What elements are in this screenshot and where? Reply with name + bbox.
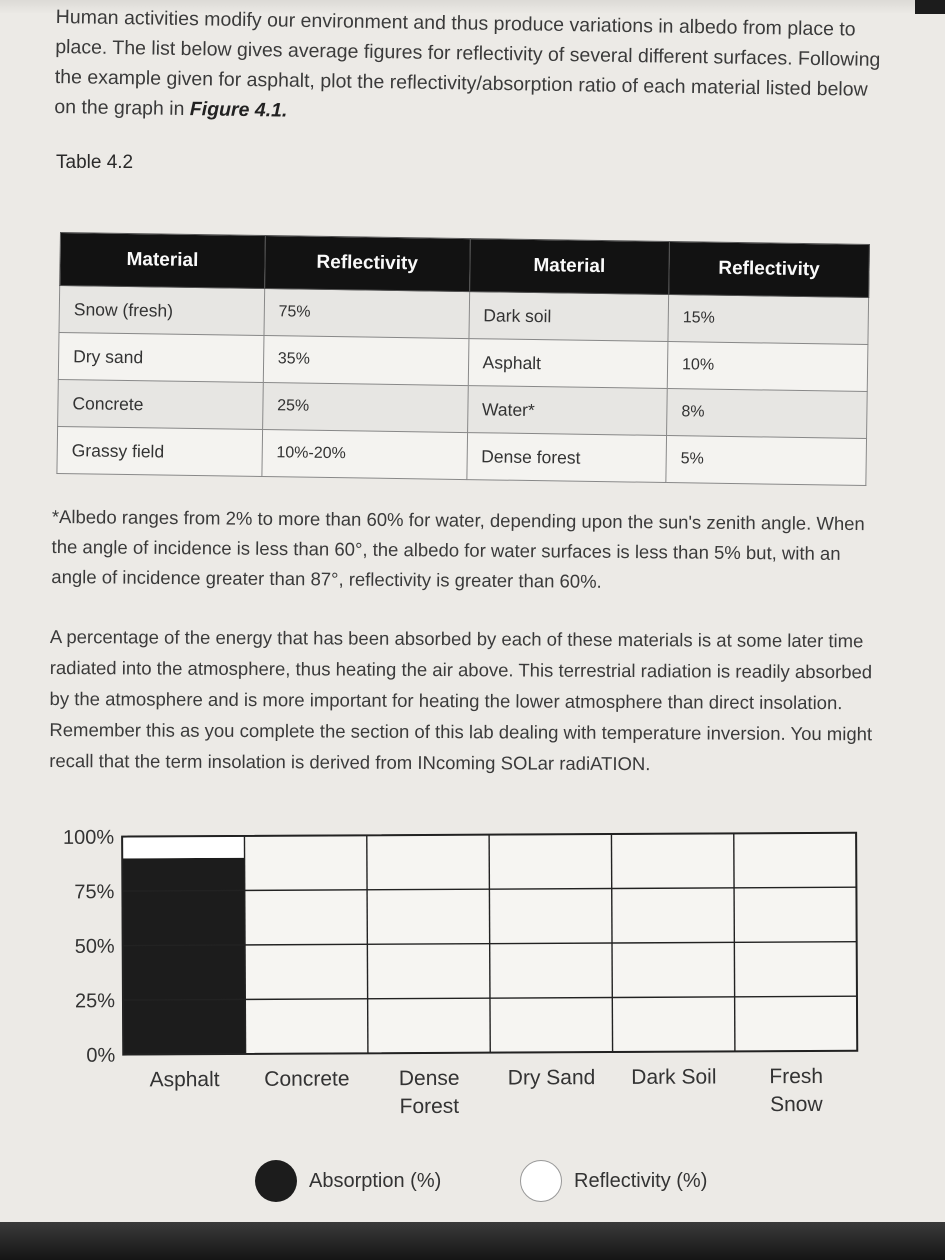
y-tick-label: 100% (62, 826, 115, 849)
x-category-label: Dense (398, 1066, 460, 1091)
reflectivity-table (56, 232, 870, 486)
reflectivity-cell: 25% (262, 383, 468, 433)
material-cell: Snow (fresh) (59, 286, 264, 336)
reflectivity-cell: 75% (264, 289, 470, 339)
header-material-2: Material (469, 239, 669, 295)
reflectivity-cell: 15% (668, 295, 869, 345)
absorption-swatch-icon (255, 1160, 297, 1202)
header-material-1: Material (60, 233, 265, 289)
material-cell: Dark soil (468, 292, 668, 342)
intro-paragraph (54, 2, 886, 135)
material-cell: Water* (467, 386, 667, 436)
reflectivity-bar (122, 836, 244, 858)
reflectivity-cell: 10% (667, 342, 868, 392)
reflectivity-cell: 5% (666, 436, 867, 486)
material-cell: Concrete (58, 379, 263, 429)
table-caption: Table 4.2 (56, 152, 134, 173)
y-tick-label: 25% (74, 990, 116, 1013)
legend-label-reflectivity: Reflectivity (%) (574, 1169, 708, 1192)
material-cell: Asphalt (468, 339, 668, 389)
y-tick-label: 75% (74, 881, 115, 904)
albedo-bar-chart (40, 810, 902, 1144)
figure-reference: Figure 4.1. (189, 98, 288, 122)
x-category-label: Asphalt (149, 1068, 220, 1092)
legend-item-absorption (255, 1160, 441, 1202)
chart-legend (255, 1160, 775, 1212)
reflectivity-swatch-icon (520, 1160, 562, 1202)
reflectivity-table-container (56, 232, 870, 486)
x-category-label: Dark Soil (631, 1065, 717, 1089)
y-tick-label: 0% (86, 1044, 116, 1067)
header-reflectivity-1: Reflectivity (264, 236, 470, 292)
x-category-label: Forest (399, 1094, 460, 1119)
reflectivity-cell: 8% (667, 389, 868, 439)
x-category-label: Dry Sand (507, 1066, 596, 1090)
material-cell: Dry sand (58, 332, 263, 382)
header-reflectivity-2: Reflectivity (669, 242, 870, 298)
terrestrial-radiation-paragraph: A percentage of the energy that has been absorbed by each of these materials is at some later time radiated into the atmosphere, thus heating the air above. This terrestrial radiation is readily absorbed by the atmosphere and is more important for heating the lower atmosphere than direct insolation. Remember this as you complete the section of this lab dealing with temperature inversion. You might recall that the term insolation is derived from INcoming SOLar radiATION. (49, 625, 873, 775)
x-category-label: Concrete (264, 1067, 350, 1091)
material-cell: Grassy field (57, 426, 262, 476)
y-tick-label: 50% (74, 935, 115, 958)
legend-item-reflectivity (520, 1160, 707, 1202)
albedo-chart-container (40, 810, 902, 1144)
x-category-label: Snow (770, 1092, 823, 1117)
absorption-bar (122, 858, 245, 1055)
reflectivity-cell: 35% (263, 336, 469, 386)
legend-label-absorption: Absorption (%) (309, 1169, 442, 1192)
material-cell: Dense forest (466, 433, 666, 483)
screen-bottom-bezel (0, 1222, 945, 1260)
x-category-label: Fresh (769, 1064, 824, 1089)
water-albedo-footnote: *Albedo ranges from 2% to more than 60% for water, depending upon the sun's zenith angle. When the angle of incidence is less than 60°, the albedo for water surfaces is less than 5% but, with an angle of incidence greater than 87°, reflectivity is greater than 60%. (51, 505, 865, 592)
reflectivity-cell: 10%-20% (262, 430, 468, 480)
intro-text: Human activities modify our environment and thus produce variations in albedo from place to place. The list below gives average figures for reflectivity of several different surfaces. Following the example given for asphalt, plot the reflectivity/absorption ratio of each material listed below on the graph in (54, 5, 881, 121)
